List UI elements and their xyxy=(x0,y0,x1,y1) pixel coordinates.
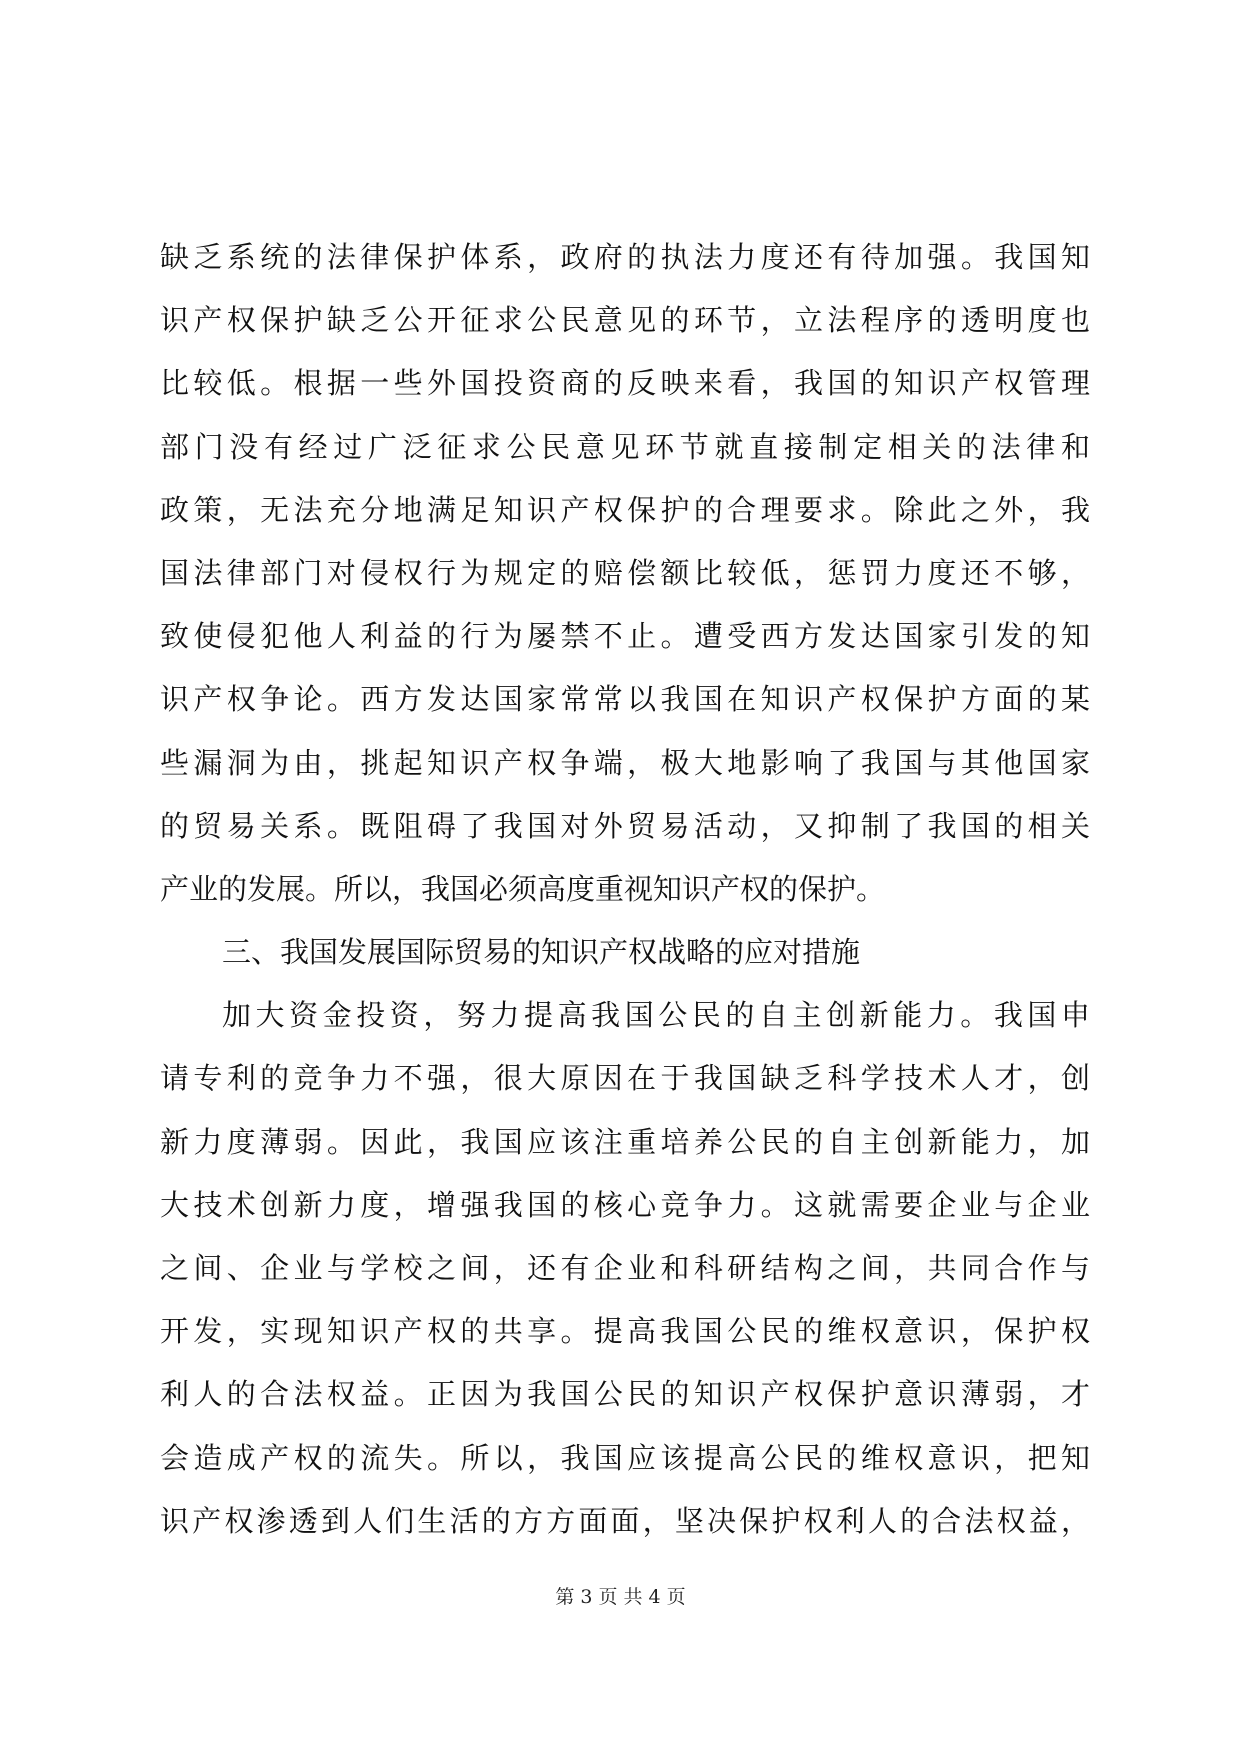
body-text-line: 大技术创新力度，增强我国的核心竞争力。这就需要企业与企业 xyxy=(160,1187,1090,1222)
section-heading: 三、我国发展国际贸易的知识产权战略的应对措施 xyxy=(222,935,861,970)
document-body xyxy=(160,226,1090,1553)
page-number-footer: 第 3 页 共 4 页 xyxy=(555,1586,686,1608)
body-text-line: 新力度薄弱。因此，我国应该注重培养公民的自主创新能力，加 xyxy=(160,1124,1090,1159)
body-text-line: 政策，无法充分地满足知识产权保护的合理要求。除此之外，我 xyxy=(160,492,1090,527)
body-text-line: 缺乏系统的法律保护体系，政府的执法力度还有待加强。我国知 xyxy=(160,240,1090,274)
body-text-line: 识产权争论。西方发达国家常常以我国在知识产权保护方面的某 xyxy=(160,682,1090,717)
body-text-line: 识产权渗透到人们生活的方方面面，坚决保护权利人的合法权益， xyxy=(160,1503,1090,1538)
body-text-line: 致使侵犯他人利益的行为屡禁不止。遭受西方发达国家引发的知 xyxy=(160,619,1090,654)
body-text-line: 的贸易关系。既阻碍了我国对外贸易活动，又抑制了我国的相关 xyxy=(160,808,1090,843)
body-text-line: 会造成产权的流失。所以，我国应该提高公民的维权意识，把知 xyxy=(160,1440,1090,1475)
body-text-line: 加大资金投资，努力提高我国公民的自主创新能力。我国申 xyxy=(222,998,1090,1033)
body-text-line: 开发，实现知识产权的共享。提高我国公民的维权意识，保护权 xyxy=(160,1314,1090,1349)
body-text-line: 国法律部门对侵权行为规定的赔偿额比较低，惩罚力度还不够， xyxy=(160,555,1090,590)
body-text-line: 利人的合法权益。正因为我国公民的知识产权保护意识薄弱，才 xyxy=(160,1377,1090,1412)
body-text-line: 产业的发展。所以，我国必须高度重视知识产权的保护。 xyxy=(160,871,886,906)
body-text-line: 部门没有经过广泛征求公民意见环节就直接制定相关的法律和 xyxy=(160,429,1090,464)
body-text-line: 之间、企业与学校之间，还有企业和科研结构之间，共同合作与 xyxy=(160,1251,1090,1285)
body-text-line: 识产权保护缺乏公开征求公民意见的环节，立法程序的透明度也 xyxy=(160,303,1090,338)
body-text-line: 些漏洞为由，挑起知识产权争端，极大地影响了我国与其他国家 xyxy=(160,745,1090,780)
body-text-line: 请专利的竞争力不强，很大原因在于我国缺乏科学技术人才，创 xyxy=(160,1061,1090,1096)
body-text-line: 比较低。根据一些外国投资商的反映来看，我国的知识产权管理 xyxy=(160,366,1090,401)
